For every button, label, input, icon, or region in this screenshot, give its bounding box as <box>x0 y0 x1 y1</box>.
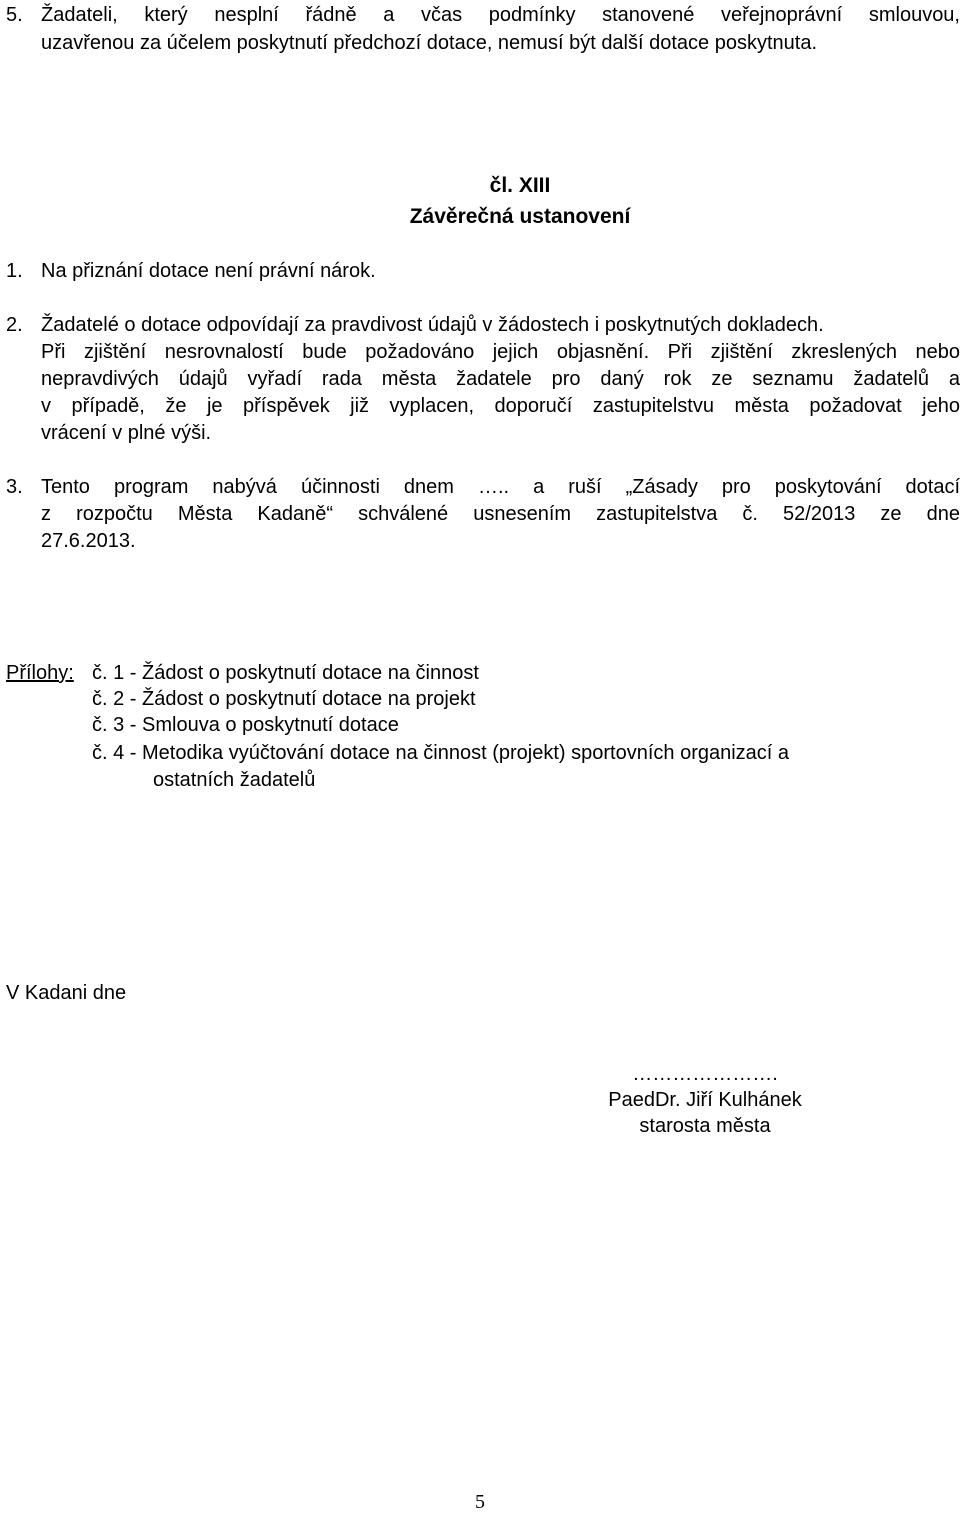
attachment-item-4-continuation: ostatních žadatelů <box>153 769 316 791</box>
item-5-number: 5. <box>6 4 23 26</box>
attachment-item-3: č. 3 - Smlouva o poskytnutí dotace <box>92 714 399 736</box>
item-3-line-3: 27.6.2013. <box>41 530 136 552</box>
attachment-item-2: č. 2 - Žádost o poskytnutí dotace na projekt <box>92 688 476 710</box>
item-3-line-1: Tento program nabývá účinnosti dnem ….. a ruší „Zásady pro poskytování dotací <box>41 476 960 498</box>
item-2-line-4: v případě, že je příspěvek již vyplacen, doporučí zastupitelstvu města požadovat jeho <box>41 395 960 417</box>
item-2-line-5: vrácení v plné výši. <box>41 422 212 444</box>
item-2-line-2: Při zjištění nesrovnalostí bude požadováno jejich objasnění. Při zjištění zkreslených nebo <box>41 341 960 363</box>
item-2-line-1: Žadatelé o dotace odpovídají za pravdivost údajů v žádostech i poskytnutých dokladech. <box>41 314 824 336</box>
signatory-role: starosta města <box>639 1115 771 1137</box>
item-3-line-2: z rozpočtu Města Kadaně“ schválené usnesením zastupitelstva č. 52/2013 ze dne <box>41 503 960 525</box>
item-1-number: 1. <box>6 260 23 282</box>
item-5-line-2: uzavřenou za účelem poskytnutí předchozí dotace, nemusí být další dotace poskytnuta. <box>41 32 818 54</box>
item-3-number: 3. <box>6 476 23 498</box>
item-2-number: 2. <box>6 314 23 336</box>
signature-dots: …………………. <box>632 1063 778 1085</box>
article-number: čl. XIII <box>489 174 551 197</box>
page-number: 5 <box>475 1491 485 1513</box>
place-date: V Kadani dne <box>6 982 127 1004</box>
article-title: Závěrečná ustanovení <box>409 205 631 228</box>
item-2-line-3: nepravdivých údajů vyřadí rada města žadatele pro daný rok ze seznamu žadatelů a <box>41 368 960 390</box>
item-5-line-1: Žadateli, který nesplní řádně a včas podmínky stanovené veřejnoprávní smlouvou, <box>41 4 960 26</box>
item-1-text: Na přiznání dotace není právní nárok. <box>41 260 376 282</box>
attachment-item-1: č. 1 - Žádost o poskytnutí dotace na činnost <box>92 662 479 684</box>
attachments-label: Přílohy: <box>6 662 74 684</box>
signatory-name: PaedDr. Jiří Kulhánek <box>608 1089 802 1111</box>
attachment-item-4: č. 4 - Metodika vyúčtování dotace na činnost (projekt) sportovních organizací a <box>92 742 790 764</box>
